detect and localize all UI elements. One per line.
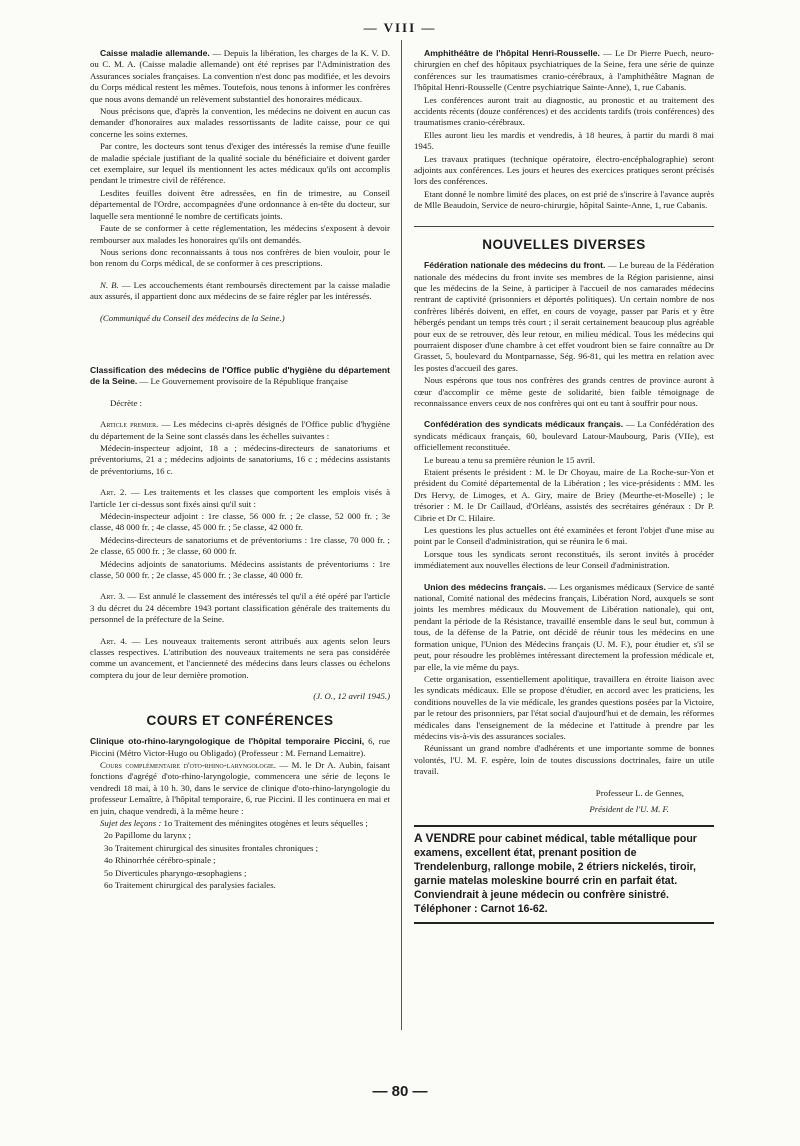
amphi-paragraph-2: Les conférences auront trait au diagnostic, au pronostic et au traitement des accidents récents (douze conférences) et des accidents tardifs (trois conférences) des traumatismes cranio-cérébraux. bbox=[414, 94, 714, 128]
confederation-paragraph-5: Lorsque tous les syndicats seront reconstitués, ils seront invités à procéder immédiatement aux nouvelles élections de leur Conseil d'administration. bbox=[414, 548, 714, 571]
federation-paragraph-1: Fédération nationale des médecins du front. — Le bureau de la Fédération nationale des médecins du front invite ses membres de la Région parisienne, ainsi que les médecins de la Seine, à participer à l'accueil de nos camarades médecins rentrant de captivité (prisonniers et déportés politiques). Un certain nombre de nos confrères libérés doivent, en effet, en cours de voyage, passer par Paris et y être hébergés pendant un temps très court ; il serait certainement beaucoup plus agréable pour eux de se retrouver, dès leur retour, en milieu médical. Tous les médecins qui pourraient disposer d'une chambre à cet effet voudront bien se faire connaître au Dr Grasset, 5, boulevard du Montparnasse, Ség. 96-81, qui les mettra en relation avec les postes d'accueil des gares. bbox=[414, 260, 714, 373]
column-divider bbox=[401, 40, 402, 1030]
clinique-sujet: Sujet des leçons : 1o Traitement des méningites otogènes et leurs séquelles ; bbox=[100, 817, 368, 828]
confederation-heading: Confédération des syndicats médicaux français. bbox=[424, 419, 624, 430]
signature-title: Président de l'U. M. F. bbox=[589, 803, 669, 814]
ad-heading: A VENDRE bbox=[414, 831, 476, 846]
union-paragraph-2: Cette organisation, essentiellement apolitique, travaillera en étroite liaison avec les syndicats médicaux. Elle se propose d'étudier, en accord avec les praticiens, les conditions nouvelles de la vie médicale, les grandes questions posées par la Victoire, par le retour des prisonniers, par l'état social d'aujourd'hui et de demain, les réformes médicales dans l'enseignement de la médecine et l'attitude à prendre par les médecins vis-à-vis des assurances sociales. bbox=[414, 673, 714, 741]
left-column bbox=[90, 48, 390, 892]
federation-heading: Fédération nationale des médecins du front. bbox=[424, 260, 606, 271]
list-item: 5o Diverticules pharyngo-œsophagiens ; bbox=[104, 867, 247, 878]
clinique-intro: Clinique oto-rhino-laryngologique de l'hôpital temporaire Piccini, 6, rue Piccini (Métro Victor-Hugo ou Obligado) (Professeur : M. Fernand Lemaitre). bbox=[90, 736, 390, 758]
federation-paragraph-2: Nous espérons que tous nos confrères des grands centres de province auront à cœur d'accomplir ce même geste de solidarité, bien faible témoignage de reconnaissance envers ceux de nos confrères qui ont eu tant à souffrir pour nous. bbox=[414, 375, 714, 408]
signature-name: Professeur L. de Gennes, bbox=[595, 787, 684, 798]
classified-ad: A VENDRE pour cabinet médical, table métallique pour examens, excellent état, prenant position de Trendelenburg, rallonge mobile, 2 étriers nickelés, tiroir, garnie matelas moleskine bourré crin en parfait état. Conviendrait à jeune médecin ou confrère sinistré. Téléphoner : Carnot 16-62. bbox=[414, 831, 697, 916]
list-item: 6o Traitement chirurgical des paralysies faciales. bbox=[104, 879, 276, 890]
ad-divider-bottom bbox=[414, 922, 714, 924]
classification-intro: Classification des médecins de l'Office public d'hygiène du département de la Seine. — Le Gouvernement provisoire de la République française bbox=[90, 364, 390, 387]
classification-heading: Classification des médecins de l'Office public d'hygiène du département de la Seine. bbox=[90, 364, 390, 387]
article-2: Art. 2. — Les traitements et les classes que comportent les emplois visés à l'article 1er ci-dessus sont fixés ainsi qu'il suit : bbox=[90, 487, 390, 509]
amphi-paragraph-4: Les travaux pratiques (technique opératoire, électro-encéphalographie) seront adjoints aux conférences. Les jours et heures des exercices pratiques seront précisés lors des conférences. bbox=[414, 153, 714, 187]
confederation-paragraph-4: Les questions les plus actuelles ont été examinées et feront l'objet d'une mise au point par le Conseil d'administration, qui se réunira le 6 mai. bbox=[414, 525, 714, 547]
divider bbox=[414, 226, 714, 227]
union-paragraph-3: Réunissant un grand nombre d'adhérents et une importante somme de bonnes volontés, l'U. M. F. espère, loin de toutes discussions doctrinales, faire un utile travail. bbox=[414, 743, 714, 777]
confederation-paragraph-1: Confédération des syndicats médicaux français. — La Confédération des syndicats médicaux français, 60, boulevard Latour-Maubourg, Paris (VIIe), est officiellement reconstituée. bbox=[414, 419, 715, 453]
amphi-heading: Amphithéâtre de l'hôpital Henri-Rousselle. bbox=[424, 48, 600, 58]
article-2-b: Médecins-directeurs de sanatoriums et de préventoriums : 1re classe, 70 000 fr. ; 2e classe, 65 000 fr. ; 3e classe, 60 000 fr. bbox=[90, 534, 390, 557]
caisse-source: (Communiqué du Conseil des médecins de la Seine.) bbox=[100, 312, 285, 323]
page-number: — 80 — bbox=[372, 1083, 428, 1100]
confederation-paragraph-3: Etaient présents le président : M. le Dr Choyau, maire de La Roche-sur-Yon et président du Comité départemental de la Libération ; les vice-présidents : MM. les Drs Hervy, de Limoges, et A. Giry, maire de Briey (Meurthe-et-Moselle) ; le trésorier : M. le Dr Caillaud, d'Orléans, assistés des secrétaires généraux : Dr P. Cibrie et Dr C. Hilaire. bbox=[414, 467, 714, 523]
list-item: 4o Rhinorrhée cérébro-spinale ; bbox=[104, 855, 216, 866]
page-number-roman: — VIII — bbox=[363, 20, 437, 35]
caisse-heading: Caisse maladie allemande. bbox=[100, 48, 210, 58]
caisse-paragraph-4: Lesdites feuilles doivent être adressées, en fin de trimestre, au Conseil départemental de l'Ordre, accompagnées d'une ordonnance à en-tête du docteur, sur laquelle sera mentionné le nombre de certificats joints. bbox=[90, 187, 390, 221]
amphi-paragraph-1: Amphithéâtre de l'hôpital Henri-Rousselle. — Le Dr Pierre Puech, neuro-chirurgien en chef des hôpitaux psychiatriques de la Seine, fera une série de quinze conférences sur les traumatismes cranio-cérébraux, à l'amphithéâtre Magnan de l'hôpital Henri-Rousselle (Centre psychiatrique Sainte-Anne), 1, rue Cabanis. bbox=[414, 48, 714, 93]
article-4: Art. 4. — Les nouveaux traitements seront attribués aux agents selon leurs classes respectives. L'attribution des nouveaux traitements ne sera pas considérée comme un avancement, et l'ancienneté des médecins dans leurs classes ou échelons comptera du jour de leur dernière promotion. bbox=[90, 635, 391, 680]
caisse-paragraph-5: Faute de se conformer à cette réglementation, les médecins s'exposent à devoir rembourser aux malades les honoraires qu'ils ont demandés. bbox=[90, 223, 390, 245]
nouvelles-section-title: NOUVELLES DIVERSES bbox=[482, 236, 646, 252]
amphi-paragraph-5: Etant donné le nombre limité des places, on est prié de s'inscrire à l'avance auprès de Mlle Beaudoin, Service de neuro-chirurgie, hôpital Sainte-Anne, 1, rue Cabanis. bbox=[414, 188, 714, 211]
article-2-c: Médecins adjoints de sanatoriums. Médecins assistants de préventoriums : 1re classe, 50 000 fr. ; 2e classe, 45 000 fr. ; 3e classe, 40 000 fr. bbox=[90, 558, 390, 581]
union-heading: Union des médecins français. bbox=[424, 581, 546, 592]
caisse-paragraph-1: Caisse maladie allemande. — Depuis la libération, les charges de la K. V. D. ou C. M. A. (Caisse maladie allemande) ont été reprises par l'Administration des Assurances sociales françaises. La convention n'est donc pas modifiée, et les devoirs du Corps médical restent les mêmes. Toutefois, nous tenons à informer les confrères que nous avons demandé un relèvement substantiel des honoraires médicaux. bbox=[90, 48, 390, 104]
article-3: Art. 3. — Est annulé le classement des intéressés tel qu'il a été opéré par l'article 3 du décret du 24 décembre 1943 portant classification générale des traitements du personnel de la préfecture de la Seine. bbox=[90, 591, 391, 625]
article-2-a: Médecin-inspecteur adjoint : 1re classe, 56 000 fr. ; 2e classe, 52 000 fr. ; 3e classe, 48 000 fr. ; 4e classe, 45 000 fr. ; 5e classe, 42 000 fr. bbox=[90, 511, 390, 533]
jo-source: (J. O., 12 avril 1945.) bbox=[313, 691, 390, 702]
article-1: Article premier. — Les médecins ci-après désignés de l'Office public d'hygiène du département de la Seine sont classés dans les échelles suivantes : bbox=[90, 419, 390, 441]
clinique-cours: Cours complémentaire d'oto-rhino-laryngologie. — M. le Dr A. Aubin, faisant fonctions d'agrégé d'oto-rhino-laryngologie, commencera une série de leçons le vendredi 18 mai, à 10 h. 30, dans le service de clinique d'oto-rhino-laryngologie du professeur Lemaître, à l'hôpital temporaire, 6, rue Piccini. Il les continuera en mai et en juin, chaque vendredi, à la même heure : bbox=[90, 759, 390, 816]
right-column bbox=[414, 48, 714, 928]
confederation-paragraph-2: Le bureau a tenu sa première réunion le 15 avril. bbox=[424, 454, 595, 465]
union-paragraph-1: Union des médecins français. — Les organismes médicaux (Service de santé national, Comité national des médecins français, Libération Nord, auxquels se sont joints les membres médicaux du Mouvement de Libération nationale), qui ont, pendant la période de la Résistance, travaillé ensemble dans le seul but, commun à tous, de la défense de la Patrie, ont décidé de réunir tous les médecins en une formation unique, l'Union des Médecins français (U. M. F.), pour étudier et, s'il se peut, pour résoudre les problèmes intéressant directement la profession médicale et, par elle, la vie même du pays. bbox=[414, 581, 715, 672]
cours-section-title: COURS ET CONFÉRENCES bbox=[146, 712, 334, 728]
caisse-paragraph-3: Par contre, les docteurs sont tenus d'exiger des intéressés la remise d'une feuille de maladie spéciale justifiant de la qualité sociale du bénéficiaire et doivent garder cet exemplaire, sur lequel ils mentionnent les actes médicaux qu'ils ont accomplis pendant le trimestre civil de référence. bbox=[90, 141, 390, 186]
list-item: 3o Traitement chirurgical des sinusites frontales chroniques ; bbox=[104, 842, 319, 853]
list-item: 2o Papillome du larynx ; bbox=[104, 830, 191, 841]
caisse-nb: N. B. — Les accouchements étant remboursés directement par la caisse maladie aux assurés, il appartient donc aux médecins de se faire régler par les intéressés. bbox=[90, 279, 390, 302]
ad-divider bbox=[414, 825, 714, 827]
decrete: Décrète : bbox=[110, 397, 142, 408]
article-1-list: Médecin-inspecteur adjoint, 18 a ; médecins-directeurs de sanatoriums et préventoriums, 21 a ; médecins adjoints de sanatoriums, 16 c ; médecins assistants de préventoriums, 16 c. bbox=[90, 442, 390, 476]
amphi-paragraph-3: Elles auront lieu les mardis et vendredis, à 18 heures, à partir du mardi 8 mai 1945. bbox=[414, 129, 714, 152]
clinique-heading: Clinique oto-rhino-laryngologique de l'hôpital temporaire Piccini, bbox=[90, 736, 365, 747]
caisse-paragraph-6: Nous serions donc reconnaissants à tous nos confrères de bien vouloir, pour le bon renom du Corps médical, de se conformer à ces prescriptions. bbox=[90, 246, 390, 269]
caisse-paragraph-2: Nous précisons que, d'après la convention, les médecins ne doivent en aucun cas demander d'honoraires aux malades ressortissants de ladite caisse, pour ce qui concerne les soins externes. bbox=[90, 106, 390, 139]
